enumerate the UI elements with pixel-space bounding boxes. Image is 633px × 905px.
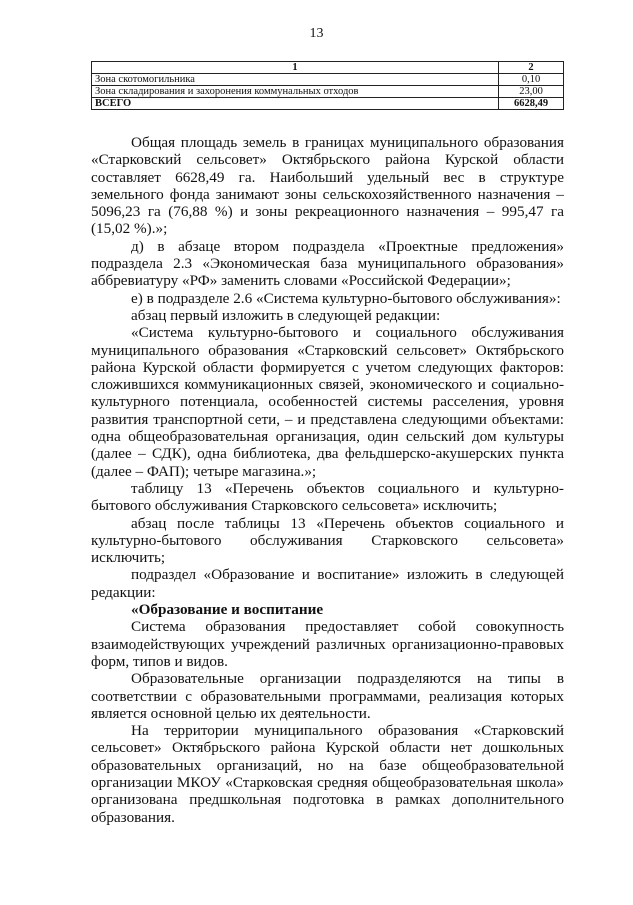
paragraph: Общая площадь земель в границах муниципального образования «Старковский сельсовет» Октябрьского района Курской области составляет 6628,49 га. Наибольший удельный вес в структуре земельного фонда занимают зоны сельскохозяйственного назначения – 5096,23 га (76,88 %) и зоны рекреационного назначения – 995,47 га (15,02 %).»; bbox=[91, 134, 564, 238]
paragraph: Система образования предоставляет собой совокупность взаимодействующих учреждений различных организационно-правовых форм, типов и видов. bbox=[91, 618, 564, 670]
section-heading: «Образование и воспитание bbox=[131, 601, 324, 619]
paragraph: таблицу 13 «Перечень объектов социального и культурно-бытового обслуживания Старковского сельсовета» исключить; bbox=[91, 479, 564, 515]
paragraph: е) в подразделе 2.6 «Система культурно-бытового обслуживания»: bbox=[131, 289, 561, 307]
table-row bbox=[92, 74, 564, 86]
zone-area-cell: 23,00 bbox=[499, 86, 564, 98]
table-header-cell: 1 bbox=[92, 62, 499, 74]
table-header-cell: 2 bbox=[499, 62, 564, 74]
paragraph: На территории муниципального образования «Старковский сельсовет» Октябрьского района Курской области нет дошкольных образовательных организаций, но на базе общеобразовательной организации МКОУ «Старковская средняя общеобразовательная школа» организована предшкольная подготовка в рамках дополнительного образования. bbox=[91, 722, 564, 826]
zone-area-cell: 0,10 bbox=[499, 74, 564, 86]
paragraph: д) в абзаце втором подраздела «Проектные предложения» подраздела 2.3 «Экономическая база муниципального образования» аббревиатуру «РФ» заменить словами «Российской Федерации»; bbox=[91, 237, 564, 290]
total-value-cell: 6628,49 bbox=[499, 98, 564, 110]
paragraph: подраздел «Образование и воспитание» изложить в следующей редакции: bbox=[91, 566, 564, 601]
table-header-row bbox=[92, 62, 564, 74]
paragraph: абзац после таблицы 13 «Перечень объектов социального и культурно-бытового обслуживания Старковского сельсовета» исключить; bbox=[91, 514, 564, 567]
zone-name-cell: Зона складирования и захоронения коммунальных отходов bbox=[92, 86, 499, 98]
table-row bbox=[92, 86, 564, 98]
total-label-cell: ВСЕГО bbox=[92, 98, 499, 110]
table-total-row bbox=[92, 98, 564, 110]
document-body bbox=[91, 134, 564, 826]
page-number: 13 bbox=[309, 26, 324, 41]
paragraph: абзац первый изложить в следующей редакции: bbox=[131, 306, 441, 324]
land-zones-table bbox=[91, 61, 564, 110]
zone-name-cell: Зона скотомогильника bbox=[92, 74, 499, 86]
paragraph: «Система культурно-бытового и социального обслуживания муниципального образования «Старковский сельсовет» Октябрьского района Курской области формируется с учетом следующих факторов: сложившихся коммуникационных связей, экономического и социально-культурного потенциала, особенностей системы расселения, уровня развития транспортной сети, – и представлена следующими объектами: одна общеобразовательная организация, один сельский дом культуры (далее – СДК), одна библиотека, два фельдшерско-акушерских пункта (далее – ФАП); четыре магазина.»; bbox=[91, 324, 564, 480]
paragraph: Образовательные организации подразделяются на типы в соответствии с образовательными программами, реализация которых является основной целью их деятельности. bbox=[91, 670, 564, 722]
